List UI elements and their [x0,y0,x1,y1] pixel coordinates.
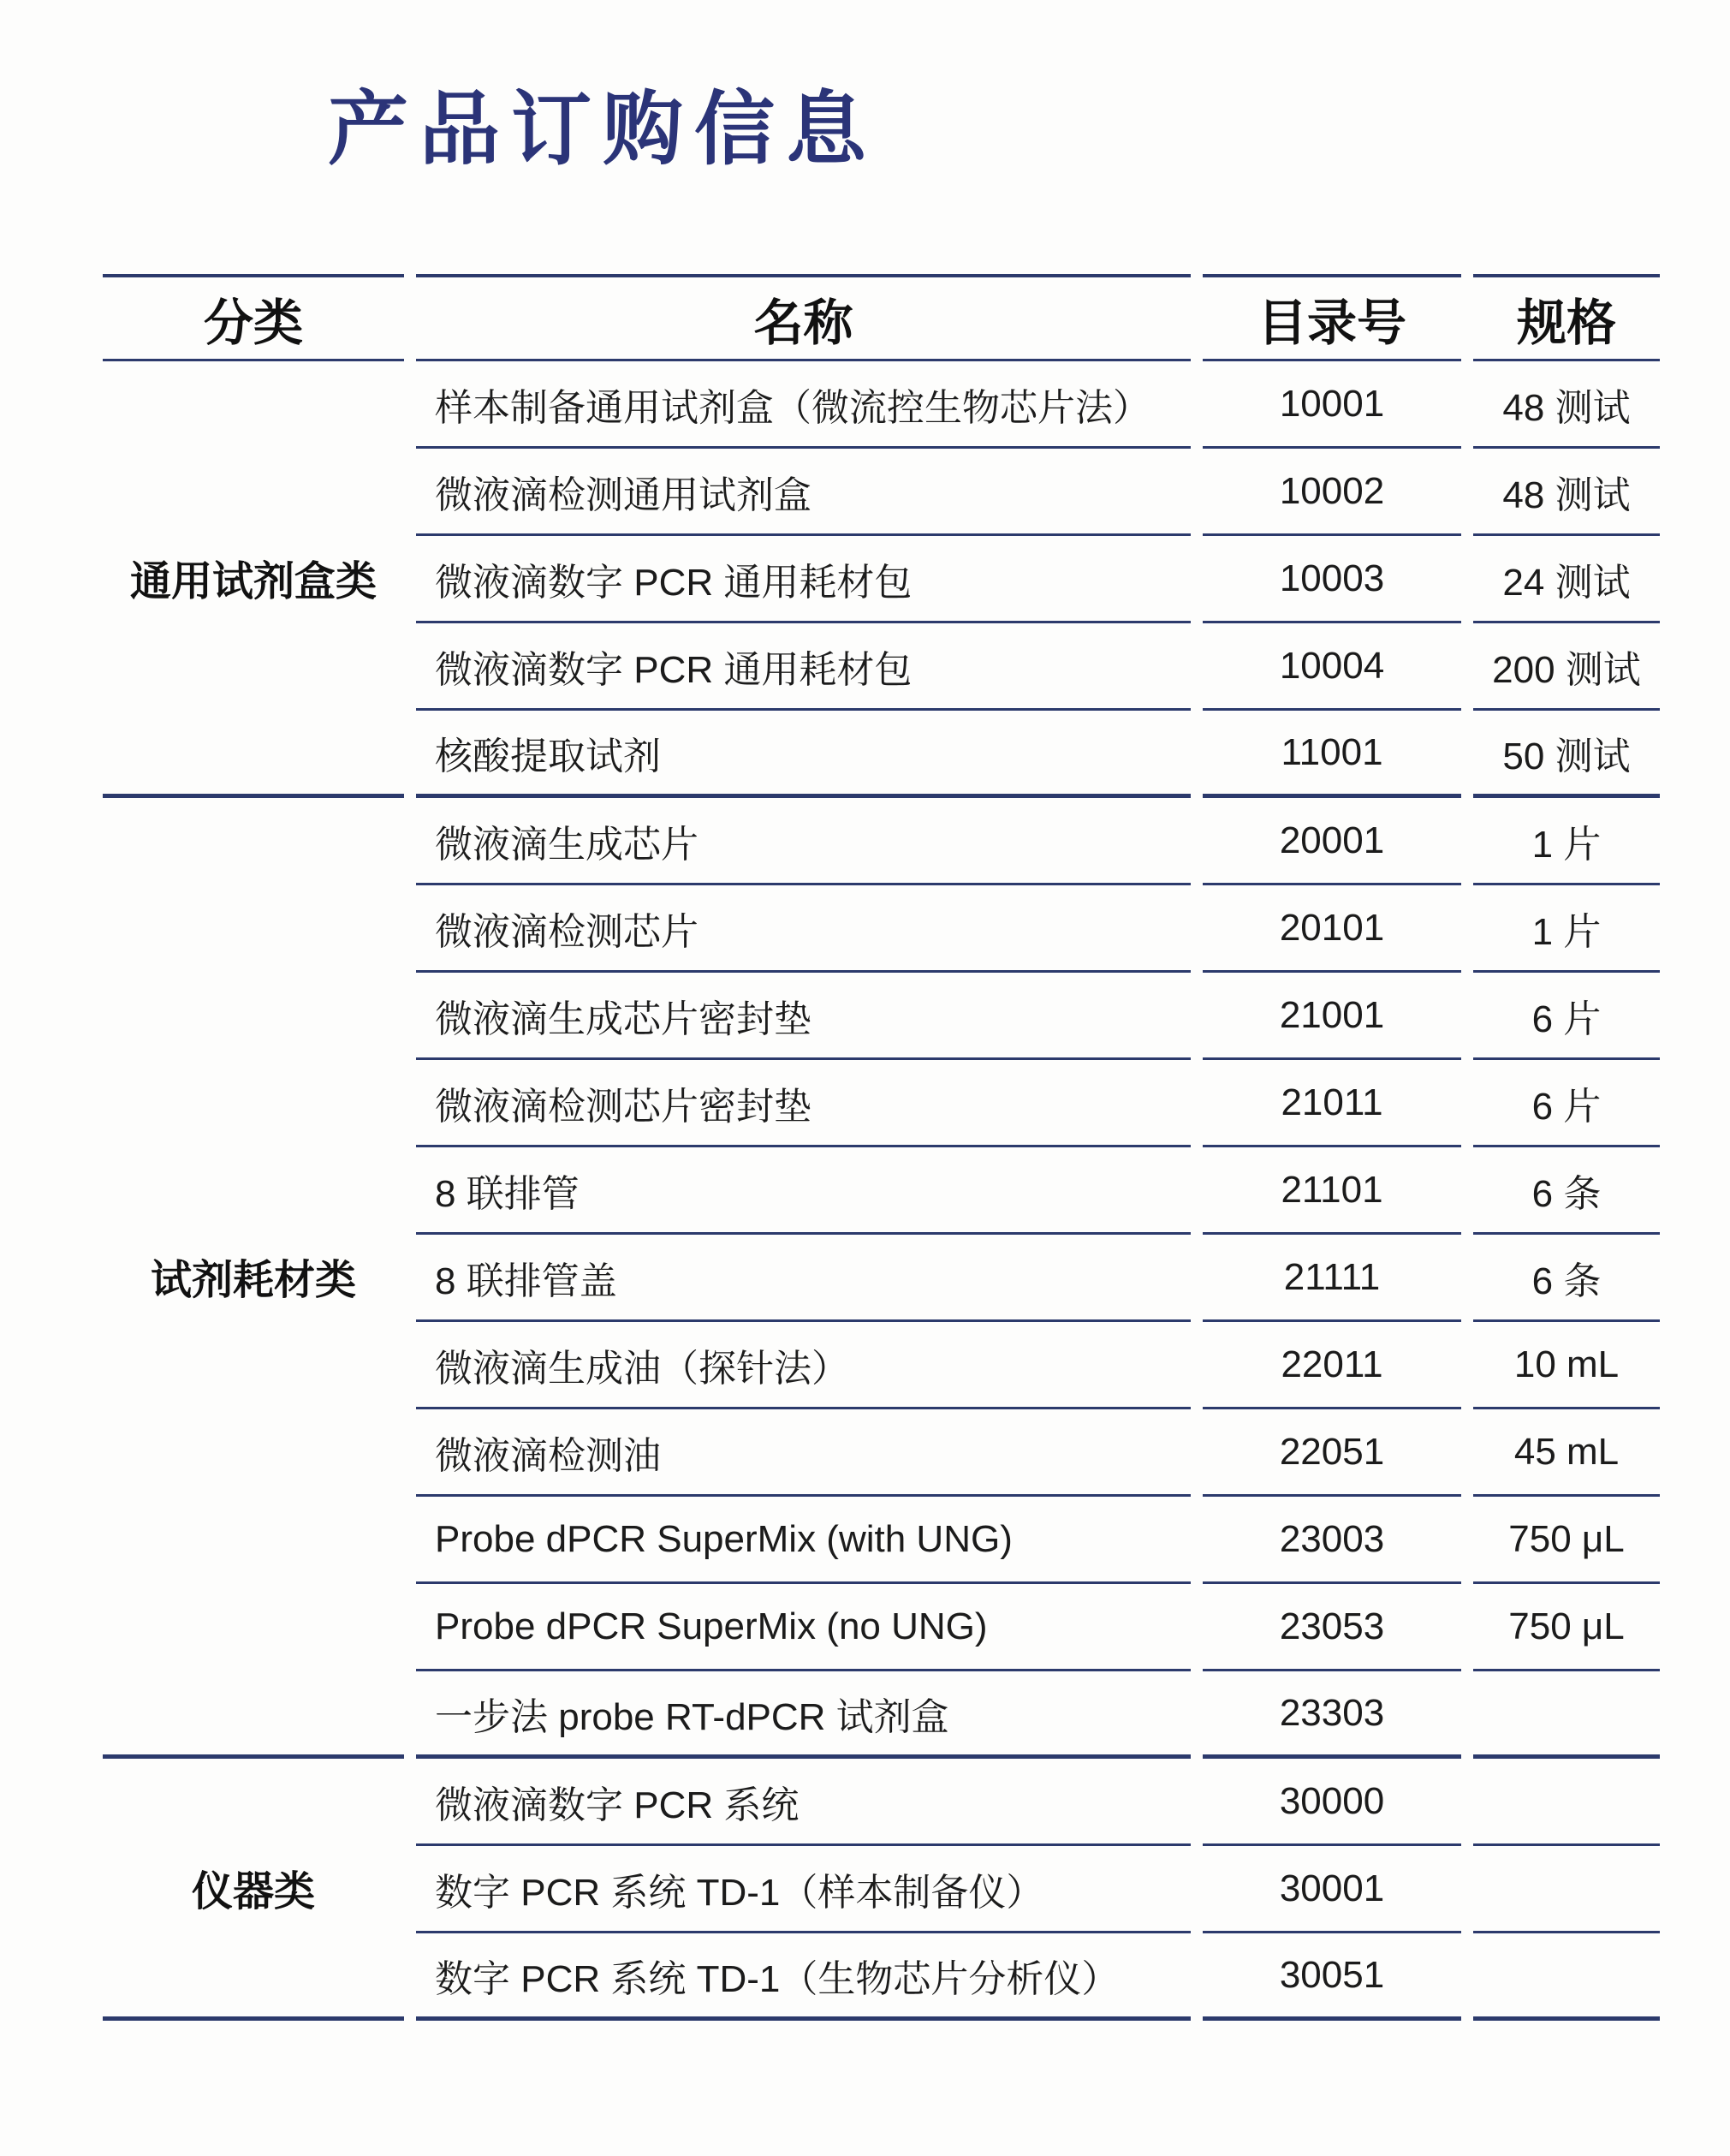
spec-cell: 200 测试 [1473,623,1660,711]
catalog-number-cell: 22051 [1203,1409,1461,1497]
spec-cell: 6 条 [1473,1235,1660,1322]
spec-cell [1473,1671,1660,1759]
product-name-cell: 微液滴检测芯片 [416,885,1191,973]
catalog-number-cell: 10004 [1203,623,1461,711]
spec-cell [1473,1759,1660,1846]
spec-cell: 6 片 [1473,1060,1660,1147]
product-name-cell: Probe dPCR SuperMix (no UNG) [416,1584,1191,1671]
category-group-label: 仪器类 [103,1759,404,2021]
product-name-cell: 微液滴检测油 [416,1409,1191,1497]
spec-cell: 50 测试 [1473,711,1660,798]
catalog-number-cell: 10002 [1203,449,1461,536]
catalog-number-cell: 23053 [1203,1584,1461,1671]
spec-cell: 1 片 [1473,798,1660,885]
product-order-table [91,274,1672,2021]
catalog-number-cell: 30000 [1203,1759,1461,1846]
column-header-catalog: 目录号 [1203,274,1461,361]
catalog-number-cell: 23303 [1203,1671,1461,1759]
spec-cell: 48 测试 [1473,449,1660,536]
page-title: 产品订购信息 [328,84,878,174]
product-name-cell: 一步法 probe RT-dPCR 试剂盒 [416,1671,1191,1759]
column-header-spec: 规格 [1473,274,1660,361]
product-name-cell: 核酸提取试剂 [416,711,1191,798]
table-header-row [103,274,1660,361]
spec-cell: 750 μL [1473,1584,1660,1671]
catalog-number-cell: 30051 [1203,1933,1461,2021]
table-row [103,798,1660,885]
product-name-cell: 微液滴数字 PCR 系统 [416,1759,1191,1846]
spec-cell: 750 μL [1473,1497,1660,1584]
catalog-number-cell: 23003 [1203,1497,1461,1584]
spec-cell [1473,1933,1660,2021]
spec-cell: 6 条 [1473,1147,1660,1235]
spec-cell: 48 测试 [1473,361,1660,449]
column-header-name: 名称 [416,274,1191,361]
category-group-label: 试剂耗材类 [103,798,404,1759]
spec-cell: 45 mL [1473,1409,1660,1497]
catalog-number-cell: 21011 [1203,1060,1461,1147]
catalog-number-cell: 10003 [1203,536,1461,623]
product-name-cell: 微液滴生成油（探针法） [416,1322,1191,1409]
spec-cell: 24 测试 [1473,536,1660,623]
catalog-number-cell: 21001 [1203,973,1461,1060]
product-name-cell: 微液滴检测通用试剂盒 [416,449,1191,536]
product-name-cell: 微液滴数字 PCR 通用耗材包 [416,536,1191,623]
category-group-label: 通用试剂盒类 [103,361,404,798]
catalog-number-cell: 21101 [1203,1147,1461,1235]
spec-cell: 10 mL [1473,1322,1660,1409]
product-name-cell: 微液滴数字 PCR 通用耗材包 [416,623,1191,711]
product-name-cell: Probe dPCR SuperMix (with UNG) [416,1497,1191,1584]
catalog-number-cell: 11001 [1203,711,1461,798]
product-name-cell: 8 联排管盖 [416,1235,1191,1322]
spec-cell: 6 片 [1473,973,1660,1060]
catalog-number-cell: 20101 [1203,885,1461,973]
product-name-cell: 样本制备通用试剂盒（微流控生物芯片法） [416,361,1191,449]
product-name-cell: 8 联排管 [416,1147,1191,1235]
spec-cell [1473,1846,1660,1933]
catalog-number-cell: 30001 [1203,1846,1461,1933]
catalog-number-cell: 21111 [1203,1235,1461,1322]
catalog-number-cell: 22011 [1203,1322,1461,1409]
table-row [103,1759,1660,1846]
product-name-cell: 数字 PCR 系统 TD-1（样本制备仪） [416,1846,1191,1933]
product-name-cell: 微液滴生成芯片密封垫 [416,973,1191,1060]
product-name-cell: 微液滴生成芯片 [416,798,1191,885]
table-row [103,361,1660,449]
catalog-number-cell: 10001 [1203,361,1461,449]
column-header-category: 分类 [103,274,404,361]
spec-cell: 1 片 [1473,885,1660,973]
product-name-cell: 数字 PCR 系统 TD-1（生物芯片分析仪） [416,1933,1191,2021]
product-name-cell: 微液滴检测芯片密封垫 [416,1060,1191,1147]
catalog-number-cell: 20001 [1203,798,1461,885]
